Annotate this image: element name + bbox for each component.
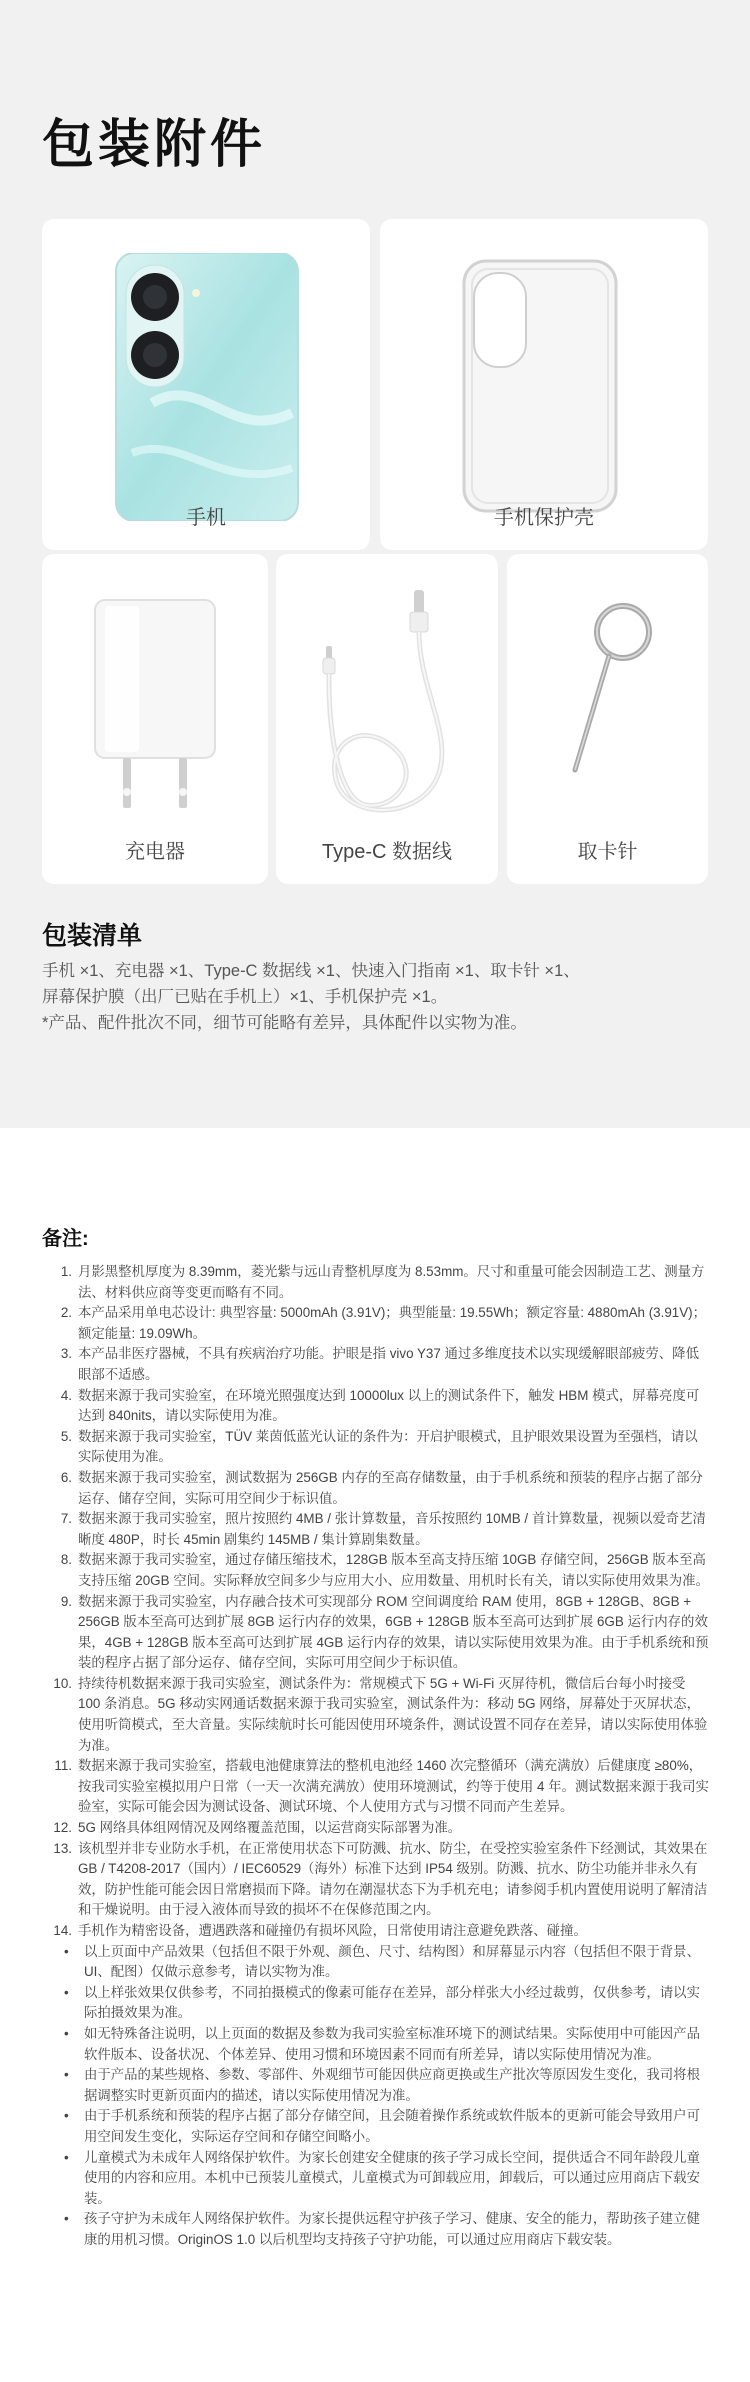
note-marker: 1.: [60, 1264, 72, 1279]
note-item: [50, 1674, 710, 1756]
note-text: 由于产品的某些规格、参数、零部件、外观细节可能因供应商更换或生产批次等原因发生变化，我司将根据调整实时更新页面内的描述，请以实际使用情况为准。: [84, 2067, 700, 2103]
note-item: [50, 1386, 710, 1427]
card-case: [380, 219, 708, 550]
note-item: [50, 1983, 710, 2024]
note-item: [50, 1303, 710, 1344]
note-text: 数据来源于我司实验室，在环境光照强度达到 10000lux 以上的测试条件下，触发 HBM 模式，屏幕亮度可达到 840nits，请以实际使用为准。: [78, 1387, 700, 1424]
note-text: 手机作为精密设备，遭遇跌落和碰撞仍有损坏风险，日常使用请注意避免跌落、碰撞。: [78, 1923, 587, 1938]
note-marker: 5.: [60, 1428, 72, 1444]
note-marker: 7.: [60, 1511, 72, 1527]
note-marker: 6.: [60, 1469, 72, 1485]
card-phone: [42, 219, 370, 550]
card-label: 手机: [186, 507, 226, 529]
note-marker: •: [64, 2211, 69, 2227]
note-item: [50, 1942, 710, 1983]
note-marker: •: [64, 1943, 69, 1959]
phone-case-image: [460, 257, 620, 515]
card-label: 取卡针: [577, 841, 638, 863]
note-marker: 2.: [60, 1305, 72, 1321]
note-item: [50, 1592, 710, 1674]
note-item: [50, 2024, 710, 2065]
note-item: [50, 1921, 710, 1942]
type-c-cable-image: [306, 580, 470, 824]
note-text: 本产品采用单电芯设计: 典型容量: 5000mAh (3.91V)；典型能量: 19.55Wh；额定容量: 4880mAh (3.91V)；额定能量: 19.09Wh。: [78, 1305, 707, 1341]
note-text: 由于手机系统和预装的程序占据了部分存储空间，且会随着操作系统或软件版本的更新可能会导致用户可用空间发生变化，实际运存空间和存储空间略小。: [84, 2108, 700, 2144]
sim-eject-pin-image: [553, 594, 663, 784]
packing-list: [42, 958, 712, 1036]
note-item: [50, 1468, 710, 1509]
note-text: 数据来源于我司实验室，照片按照约 4MB / 张计算数量，音乐按照约 10MB / 首计算数量，视频以爱奇艺清晰度 480P，时长 45min 剧集约 145MB / 集计算剧集数量。: [78, 1511, 706, 1547]
note-text: 以上样张效果仅供参考，不同拍摄模式的像素可能存在差异，部分样张大小经过裁剪，仅供参考，请以实际拍摄效果为准。: [84, 1984, 700, 2021]
note-marker: 9.: [60, 1593, 72, 1609]
notes-list: [50, 1262, 710, 2251]
note-item: [50, 2106, 710, 2147]
note-item: [50, 2209, 710, 2250]
card-label: 手机保护壳: [494, 507, 594, 529]
charger-image: [85, 586, 225, 816]
note-marker: 12.: [53, 1820, 72, 1836]
card-label: Type-C 数据线: [321, 841, 453, 863]
note-text: 该机型并非专业防水手机，在正常使用状态下可防溅、抗水、防尘，在受控实验室条件下经测试，其效果在 GB / T4208-2017（国内）/ IEC60529（海外）标准下达到 IP54 级别。防溅、抗水、防尘功能并非永久有效，防护性能可能会因日常磨损而下降。请勿在潮湿状态下为手机充电；请参阅手机内置使用说明了解清洁和干燥说明。由于浸入液体而导致的损坏不在保修范围之内。: [78, 1840, 708, 1918]
note-marker: •: [64, 2108, 69, 2124]
note-text: 5G 网络具体组网情况及网络覆盖范围，以运营商实际部署为准。: [78, 1820, 462, 1836]
note-item: [50, 1344, 710, 1385]
note-text: 数据来源于我司实验室，TÜV 莱茵低蓝光认证的条件为：开启护眼模式，且护眼效果设置为至强档，请以实际使用为准。: [78, 1428, 698, 1465]
note-item: [50, 1818, 710, 1839]
note-marker: •: [64, 2067, 69, 2083]
card-label: 充电器: [125, 841, 185, 863]
note-item: [50, 1262, 710, 1303]
note-marker: 3.: [60, 1346, 72, 1362]
note-item: [50, 2148, 710, 2210]
phone-image: [112, 253, 302, 521]
note-item: [50, 1839, 710, 1921]
note-text: 持续待机数据来源于我司实验室，测试条件为：常规模式下 5G + Wi-Fi 灭屏待机，微信后台每小时接受 100 条消息。5G 移动实网通话数据来源于我司实验室，测试条件为：移动 5G 网络，屏幕处于灭屏状态，使用听筒模式，至大音量。实际续航时长可能因使用环境条件，测试设置不同存在差异，请以实际使用体验为准。: [78, 1675, 708, 1753]
note-marker: •: [64, 2149, 69, 2165]
note-marker: 13.: [53, 1840, 72, 1856]
note-text: 数据来源于我司实验室，测试数据为 256GB 内存的至高存储数量，由于手机系统和预装的程序占据了部分运存、储存空间，实际可用空间少于标识值。: [78, 1469, 703, 1506]
note-text: 月影黑整机厚度为 8.39mm，菱光紫与远山青整机厚度为 8.53mm。尺寸和重量可能会因制造工艺、测量方法、材料供应商等变更而略有不同。: [78, 1264, 705, 1300]
note-text: 儿童模式为未成年人网络保护软件。为家长创建安全健康的孩子学习成长空间，提供适合不同年龄段儿童使用的内容和应用。本机中已预装儿童模式，儿童模式为可卸载应用，卸载后，可以通过应用商店下载安装。: [84, 2149, 700, 2206]
packing-list-line: 手机 ×1、充电器 ×1、Type-C 数据线 ×1、快速入门指南 ×1、取卡针 ×1、: [42, 962, 580, 980]
note-marker: 14.: [53, 1923, 72, 1938]
note-item: [50, 1427, 710, 1468]
packing-list-line: 屏幕保护膜（出厂已贴在手机上）×1、手机保护壳 ×1。: [42, 988, 448, 1006]
note-marker: 10.: [53, 1675, 72, 1691]
note-item: [50, 2065, 710, 2106]
packing-list-title: 包装清单: [42, 922, 143, 950]
notes-title: 备注:: [42, 1228, 89, 1250]
note-item: [50, 1756, 710, 1818]
note-marker: 4.: [60, 1387, 72, 1403]
note-text: 以上页面中产品效果（包括但不限于外观、颜色、尺寸、结构图）和屏幕显示内容（包括但不限于背景、UI、配图）仅做示意参考，请以实物为准。: [84, 1943, 700, 1980]
note-text: 如无特殊备注说明，以上页面的数据及参数为我司实验室标准环境下的测试结果。实际使用中可能因产品软件版本、设备状况、个体差异、使用习惯和环境因素不同而有所差异，请以实际使用情况为准。: [84, 2025, 700, 2062]
packing-list-disclaimer: *产品、配件批次不同，细节可能略有差异，具体配件以实物为准。: [42, 1014, 527, 1032]
card-sim-pin: [507, 554, 708, 884]
card-charger: [42, 554, 268, 884]
note-text: 数据来源于我司实验室，内存融合技术可实现部分 ROM 空间调度给 RAM 使用，8GB + 128GB、8GB + 256GB 版本至高可达到扩展 8GB 运行内存的效果，6GB + 128GB 版本至高可达到扩展 6GB 运行内存的效果，4GB + 128GB 版本至高可达到扩展 4GB 运行内存的效果，请以实际使用效果为准。由于手机系统和预装的程序占据了部分运存、储存空间，实际可用空间少于标识值。: [78, 1593, 709, 1671]
note-item: [50, 1550, 710, 1591]
note-marker: 8.: [60, 1552, 72, 1568]
page-title: 包装附件: [42, 116, 267, 174]
note-item: [50, 1509, 710, 1550]
note-text: 本产品非医疗器械，不具有疾病治疗功能。护眼是指 vivo Y37 通过多维度技术以实现缓解眼部疲劳、降低眼部不适感。: [78, 1346, 699, 1382]
note-marker: •: [64, 2025, 69, 2041]
note-marker: •: [64, 1984, 69, 2000]
note-text: 数据来源于我司实验室，搭载电池健康算法的整机电池经 1460 次完整循环（满充满放）后健康度 ≥80%，按我司实验室模拟用户日常（一天一次满充满放）使用环境测试，约等于使用 4 年。测试数据来源于我司实验室，实际可能会因为测试设备、测试环境、个人使用方式与习惯不同而产生差异。: [78, 1758, 709, 1815]
note-marker: 11.: [54, 1758, 72, 1774]
note-text: 数据来源于我司实验室，通过存储压缩技术，128GB 版本至高支持压缩 10GB 存储空间，256GB 版本至高支持压缩 20GB 空间。实际释放空间多少与应用大小、应用数量、用机时长有关，请以实际使用效果为准。: [78, 1552, 709, 1588]
note-text: 孩子守护为未成年人网络保护软件。为家长提供远程守护孩子学习、健康、安全的能力，帮助孩子建立健康的用机习惯。OriginOS 1.0 以后机型均支持孩子守护功能，可以通过应用商店下载安装。: [84, 2211, 700, 2247]
card-cable: [276, 554, 498, 884]
